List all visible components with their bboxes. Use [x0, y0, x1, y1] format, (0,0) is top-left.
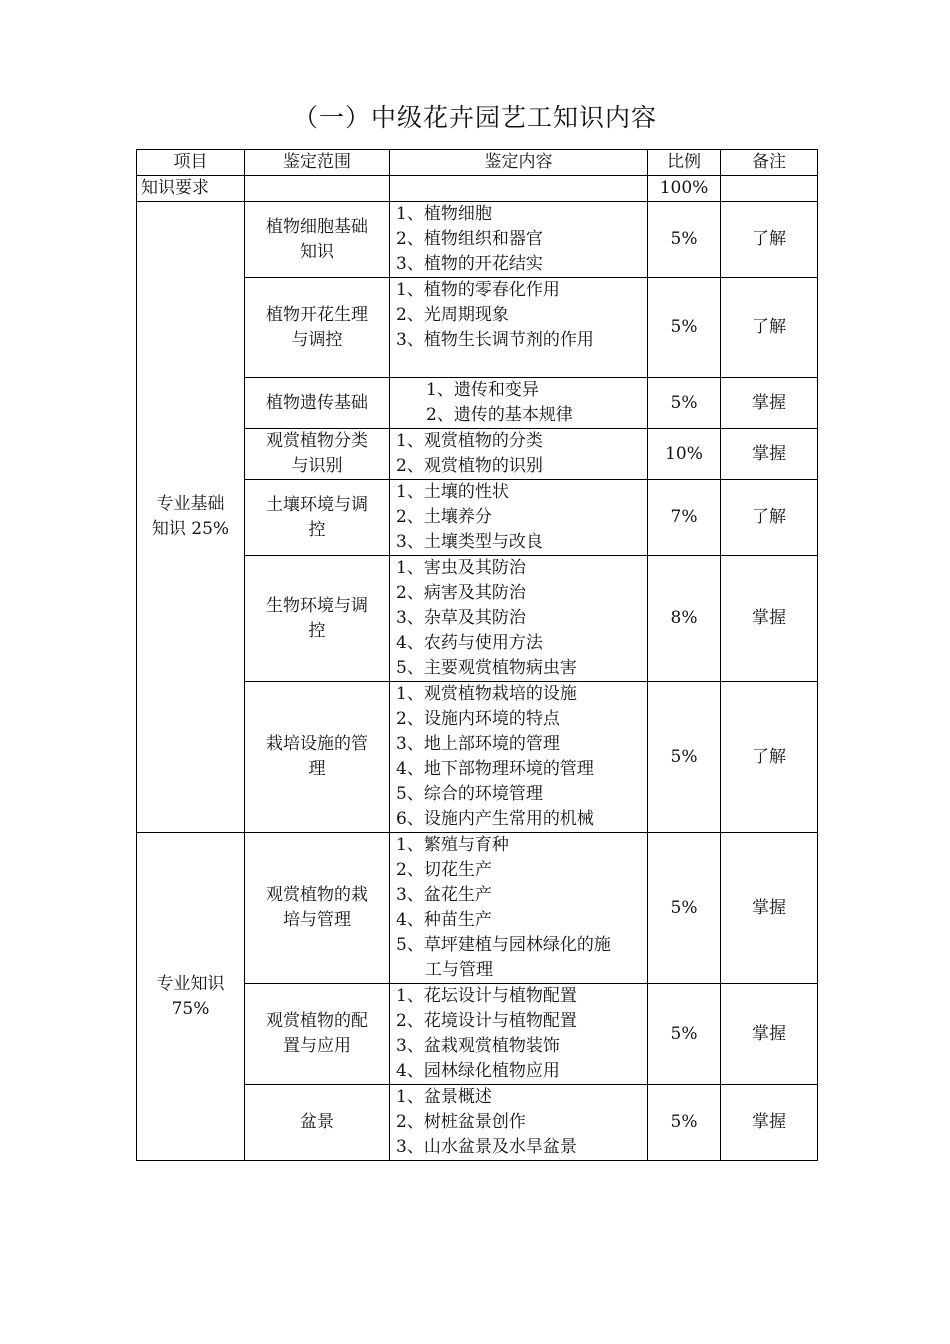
- scope-line: 植物细胞基础: [266, 216, 368, 237]
- content-line: 3、盆花生产: [396, 885, 492, 905]
- header-ratio: 比例: [648, 150, 721, 176]
- ratio-cell: 10%: [648, 429, 721, 480]
- content-line: 4、种苗生产: [396, 910, 492, 930]
- note-cell: 掌握: [721, 833, 818, 984]
- content-cell: [390, 429, 648, 480]
- content-line: 1、害虫及其防治: [396, 558, 526, 578]
- empty-cell: [390, 176, 648, 202]
- content-line: 2、切花生产: [396, 860, 492, 880]
- group-label-line: 专业基础: [156, 494, 225, 514]
- header-content: 鉴定内容: [390, 150, 648, 176]
- content-line: 1、盆景概述: [396, 1087, 492, 1107]
- scope-cell: [245, 833, 390, 984]
- content-cell: [390, 556, 648, 682]
- content-line: 1、土壤的性状: [396, 482, 509, 502]
- table-header-row: [137, 150, 818, 176]
- knowledge-table: [136, 149, 818, 1161]
- scope-cell: [245, 984, 390, 1085]
- scope-line: 土壤环境与调: [266, 494, 368, 515]
- ratio-cell: 7%: [648, 480, 721, 556]
- scope-cell: [245, 556, 390, 682]
- note-cell: 了解: [721, 682, 818, 833]
- content-cell: [390, 378, 648, 429]
- note-cell: 掌握: [721, 429, 818, 480]
- page-title: （一）中级花卉园艺工知识内容: [292, 103, 657, 132]
- content-line: 6、设施内产生常用的机械: [396, 809, 594, 829]
- content-line: 2、设施内环境的特点: [396, 709, 560, 729]
- content-line: 1、繁殖与育种: [396, 835, 509, 855]
- note-cell: 了解: [721, 202, 818, 278]
- scope-line: 植物开花生理: [266, 304, 368, 325]
- content-cell: [390, 682, 648, 833]
- requirement-ratio: 100%: [648, 176, 721, 202]
- empty-cell: [245, 176, 390, 202]
- ratio-cell: 5%: [648, 278, 721, 378]
- content-line: 4、园林绿化植物应用: [396, 1061, 560, 1081]
- scope-line: 观赏植物的配: [266, 1011, 368, 1031]
- scope-cell: [245, 429, 390, 480]
- scope-line: 观赏植物分类: [266, 431, 368, 451]
- content-line: 1、观赏植物的分类: [396, 431, 543, 451]
- content-cell: [390, 833, 648, 984]
- content-line: 2、花境设计与植物配置: [396, 1011, 577, 1031]
- scope-line: 与调控: [291, 329, 343, 350]
- content-line: 2、观赏植物的识别: [396, 456, 543, 476]
- content-line: 3、山水盆景及水旱盆景: [396, 1137, 577, 1157]
- table-row: [137, 202, 818, 278]
- content-line: 4、农药与使用方法: [396, 633, 543, 653]
- scope-line: 控: [308, 620, 326, 641]
- scope-cell: [245, 278, 390, 378]
- content-line: 3、植物的开花结实: [396, 254, 543, 274]
- content-line: 5、综合的环境管理: [396, 784, 543, 804]
- content-cell: [390, 1085, 648, 1161]
- scope-line: 栽培设施的管: [266, 734, 368, 754]
- content-line: 3、土壤类型与改良: [396, 532, 543, 552]
- group-label-line: 知识 25%: [151, 519, 230, 539]
- content-line: 工与管理: [425, 960, 493, 980]
- scope-cell: [245, 480, 390, 556]
- scope-line: 培与管理: [283, 910, 351, 930]
- note-cell: 掌握: [721, 556, 818, 682]
- content-cell: [390, 278, 648, 378]
- content-line: 3、地上部环境的管理: [396, 734, 560, 754]
- content-line: 3、杂草及其防治: [396, 608, 526, 628]
- header-item: 项目: [137, 150, 245, 176]
- header-note: 备注: [721, 150, 818, 176]
- scope-line: 生物环境与调: [266, 595, 368, 616]
- header-scope: 鉴定范围: [245, 150, 390, 176]
- content-line: 4、地下部物理环境的管理: [396, 759, 594, 779]
- content-line: 2、病害及其防治: [396, 583, 526, 603]
- scope-cell: [245, 202, 390, 278]
- ratio-cell: 5%: [648, 202, 721, 278]
- content-line: 1、植物的零春化作用: [396, 280, 560, 300]
- content-line: 2、树桩盆景创作: [396, 1112, 526, 1132]
- note-cell: 了解: [721, 278, 818, 378]
- scope-cell: [245, 682, 390, 833]
- note-cell: 掌握: [721, 378, 818, 429]
- note-cell: 了解: [721, 480, 818, 556]
- scope-line: 观赏植物的栽: [266, 885, 368, 905]
- content-line: 2、光周期现象: [396, 305, 509, 325]
- ratio-cell: 5%: [648, 1085, 721, 1161]
- scope-line: 理: [308, 759, 326, 779]
- empty-cell: [721, 176, 818, 202]
- note-cell: 掌握: [721, 1085, 818, 1161]
- ratio-cell: 8%: [648, 556, 721, 682]
- scope-line: 置与应用: [283, 1036, 351, 1056]
- group-label-professional: [137, 833, 245, 1161]
- group-label-line: 专业知识: [156, 973, 225, 994]
- content-line: 1、花坛设计与植物配置: [396, 986, 577, 1006]
- content-cell: [390, 984, 648, 1085]
- content-cell: [390, 480, 648, 556]
- ratio-cell: 5%: [648, 378, 721, 429]
- group-label-line: 75%: [171, 998, 210, 1019]
- content-line: 5、草坪建植与园林绿化的施: [396, 935, 611, 955]
- scope-cell: 盆景: [245, 1085, 390, 1161]
- requirement-label: 知识要求: [137, 176, 245, 202]
- requirement-row: [137, 176, 818, 202]
- scope-cell: 植物遗传基础: [245, 378, 390, 429]
- content-line: 2、植物组织和器官: [396, 229, 543, 249]
- table-row: [137, 833, 818, 984]
- content-line: 2、土壤养分: [396, 507, 492, 527]
- content-line: 5、主要观赏植物病虫害: [396, 658, 577, 678]
- scope-line: 与识别: [291, 456, 343, 476]
- ratio-cell: 5%: [648, 984, 721, 1085]
- ratio-cell: 5%: [648, 682, 721, 833]
- content-line: 1、遗传和变异: [426, 380, 539, 400]
- content-cell: [390, 202, 648, 278]
- scope-line: 控: [308, 519, 326, 540]
- content-line: 3、植物生长调节剂的作用: [396, 330, 594, 350]
- scope-line: 知识: [300, 241, 334, 262]
- group-label-basic: [137, 202, 245, 833]
- content-line: 2、遗传的基本规律: [426, 405, 573, 425]
- content-line: 1、植物细胞: [396, 204, 492, 224]
- content-line: 1、观赏植物栽培的设施: [396, 684, 577, 704]
- ratio-cell: 5%: [648, 833, 721, 984]
- note-cell: 掌握: [721, 984, 818, 1085]
- content-line: 3、盆栽观赏植物装饰: [396, 1036, 560, 1056]
